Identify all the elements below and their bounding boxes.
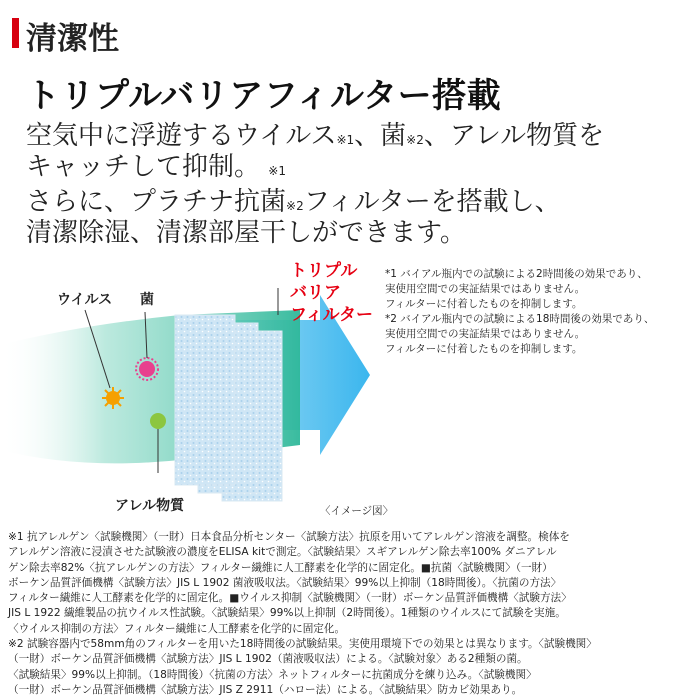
- footnote-line: JIS L 1922 繊維製品の抗ウイルス性試験。〈試験結果〉99%以上抑制（2時間後）。1種類のウイルスにて試験を実施。: [8, 607, 566, 620]
- footnote-ref: ※1: [268, 164, 286, 178]
- lead-line-2: キャッチして抑制。 ※1: [26, 152, 286, 182]
- footnote-ref: ※2: [286, 199, 304, 213]
- virus-label: ウイルス: [57, 292, 113, 308]
- footnote-line: （一財）ボーケン品質評価機構〈試験方法〉JIS Z 2911（ハロー法）による。〈試験結果〉防カビ効果あり。: [8, 683, 523, 696]
- image-caption: 〈イメージ図〉: [320, 505, 394, 517]
- allergen-particle: [150, 413, 166, 429]
- triple-barrier-label: トリプル バリア フィルター: [290, 261, 373, 325]
- lead-line-1: 空気中に浮遊するウイルス※1、菌※2、アレル物質を: [26, 121, 605, 151]
- bacteria-label: 菌: [140, 292, 154, 308]
- page-headline: トリプルバリアフィルター搭載: [26, 76, 502, 116]
- footnote-ref: ※1: [336, 133, 355, 147]
- footnote-line: アレルゲン溶液に浸漬させた試験液の濃度をELISA kitで測定。〈試験結果〉スギアレルゲン除去率100% ダニアレル: [8, 546, 557, 559]
- footnote-line: （一財）ボーケン品質評価機構〈試験方法〉JIS L 1902（菌液吸収法）による。〈試験対象〉ある2種類の菌。: [8, 653, 528, 666]
- footnote-line: ※2 試験容器内で58mm角のフィルターを用いた18時間後の試験結果。実使用環境下での効果とは異なります。〈試験機関〉: [8, 638, 597, 651]
- footnotes: [8, 530, 698, 698]
- side-notes: *1 バイアル瓶内での試験による2時間後の効果であり、 実使用空間での実証結果ではありません。 フィルターに付着したものを抑制します。 *2 バイアル瓶内での試験による18時間後の効果であり、 実使用空間での実証結果ではありません。 フィルターに付着したものを抑制します。: [385, 268, 655, 355]
- filter-layer-front: [175, 315, 235, 485]
- allergen-label: アレル物質: [115, 498, 185, 514]
- footnote-line: ゲン除去率82%〈抗アレルゲンの方法〉フィルター繊維に人工酵素を化学的に固定化。■抗菌〈試験機関〉（一財）: [8, 561, 553, 574]
- section-accent-bar: [12, 18, 19, 48]
- footnote-line: 〈ウイルス抑制の方法〉フィルター繊維に人工酵素を化学的に固定化。: [8, 622, 346, 635]
- section-title: 清潔性: [26, 21, 119, 57]
- lead-line-4: 清潔除湿、清潔部屋干しができます。: [26, 218, 466, 248]
- lead-line-3: さらに、プラチナ抗菌※2フィルターを搭載し、: [26, 187, 561, 217]
- footnote-line: 〈試験結果〉99%以上抑制。（18時間後）〈抗菌の方法〉ネットフィルターに抗菌成分を練り込み。〈試験機関〉: [8, 668, 537, 681]
- footnote-ref: ※2: [406, 133, 424, 147]
- virus-particle: [102, 387, 124, 409]
- footnote-line: ※1 抗アレルゲン〈試験機関〉（一財）日本食品分析センター〈試験方法〉抗原を用いてアレルゲン溶液を調整。検体を: [8, 531, 570, 543]
- footnote-line: ボーケン品質評価機構〈試験方法〉JIS L 1902 菌液吸収法。〈試験結果〉99%以上抑制（18時間後）。〈抗菌の方法〉: [8, 576, 562, 589]
- footnote-line: フィルター繊維に人工酵素を化学的に固定化。■ウイルス抑制〈試験機関〉（一財）ボーケン品質評価機構〈試験方法〉: [8, 592, 572, 605]
